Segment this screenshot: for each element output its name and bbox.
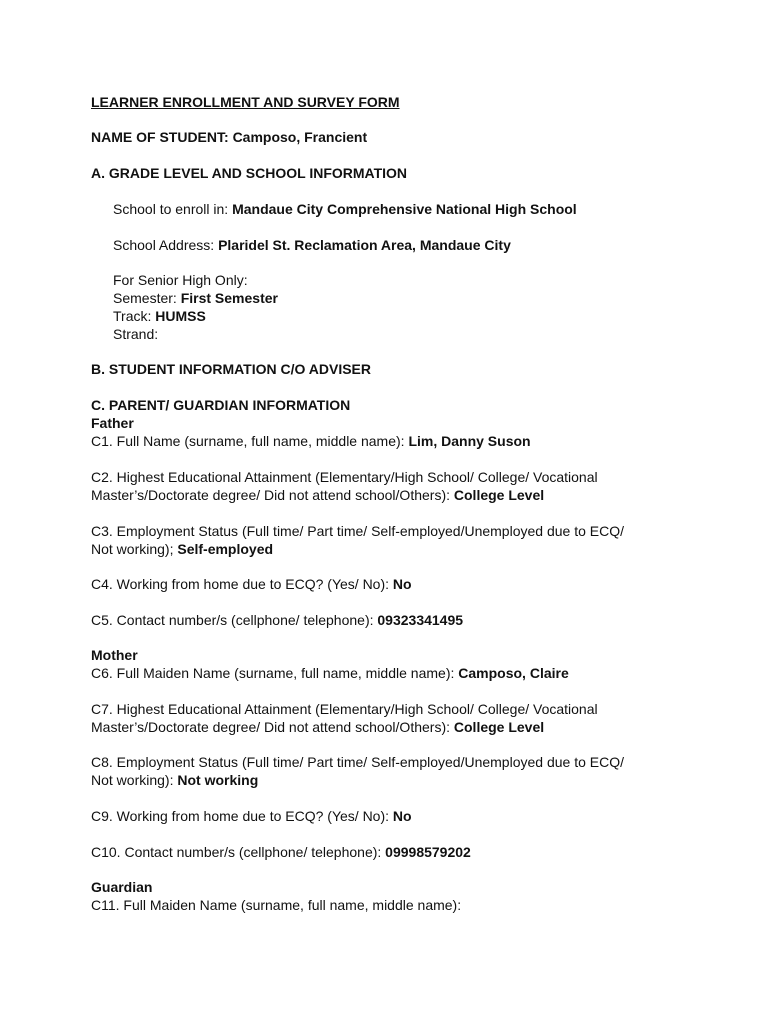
student-name-label: NAME OF STUDENT: [91, 129, 233, 145]
student-name-value: Camposo, Francient [232, 129, 368, 145]
track-value: HUMSS [155, 308, 206, 324]
c10-label: C10. Contact number/s (cellphone/ telephone): [91, 844, 386, 860]
c5-label: C5. Contact number/s (cellphone/ telephone): [91, 612, 378, 628]
c2-label: Master’s/Doctorate degree/ Did not attend school/Others): [91, 487, 454, 503]
c4-row [91, 575, 412, 593]
c1-row [91, 432, 531, 450]
c8-line2 [91, 771, 258, 789]
c8-label: Not working): [91, 772, 178, 788]
c8-line1: C8. Employment Status (Full time/ Part time/ Self-employed/Unemployed due to ECQ/ [91, 754, 624, 770]
c7-line1: C7. Highest Educational Attainment (Elementary/High School/ College/ Vocational [91, 701, 598, 717]
c7-value: College Level [453, 719, 545, 735]
c3-line2 [91, 540, 273, 558]
c1-label: C1. Full Name (surname, full name, middle name): [91, 433, 409, 449]
c10-value: 09998579202 [385, 844, 471, 860]
section-b-heading: B. STUDENT INFORMATION C/O ADVISER [91, 361, 371, 377]
address-value: Plaridel St. Reclamation Area, Mandaue City [218, 237, 511, 253]
c6-label: C6. Full Maiden Name (surname, full name, middle name): [91, 665, 459, 681]
track-row [113, 307, 206, 325]
address-label: School Address: [113, 237, 219, 253]
semester-label: Semester: [113, 290, 181, 306]
father-label: Father [91, 415, 134, 431]
c3-value: Self-employed [177, 541, 274, 557]
school-value: Mandaue City Comprehensive National High School [232, 201, 577, 217]
school-label: School to enroll in: [113, 201, 233, 217]
c9-value: No [392, 808, 412, 824]
c3-line1: C3. Employment Status (Full time/ Part time/ Self-employed/Unemployed due to ECQ/ [91, 523, 624, 539]
c5-row [91, 611, 463, 629]
student-name-row [91, 128, 367, 146]
section-a-heading: A. GRADE LEVEL AND SCHOOL INFORMATION [91, 165, 408, 181]
guardian-label: Guardian [91, 879, 153, 895]
c2-line2 [91, 486, 544, 504]
form-title: LEARNER ENROLLMENT AND SURVEY FORM [91, 94, 400, 110]
c8-value: Not working [177, 772, 259, 788]
semester-row [113, 289, 278, 307]
c3-label: Not working); [91, 541, 178, 557]
strand-row [113, 325, 158, 343]
c11-row [91, 896, 461, 914]
c11-label: C11. Full Maiden Name (surname, full name, middle name): [91, 897, 462, 913]
c9-label: C9. Working from home due to ECQ? (Yes/ No): [91, 808, 393, 824]
c7-line2 [91, 718, 544, 736]
track-label: Track: [113, 308, 156, 324]
semester-value: First Semester [180, 290, 278, 306]
c2-line1: C2. Highest Educational Attainment (Elementary/High School/ College/ Vocational [91, 469, 598, 485]
strand-label: Strand: [113, 326, 159, 342]
c4-value: No [392, 576, 412, 592]
address-row [113, 236, 511, 254]
c6-value: Camposo, Claire [458, 665, 569, 681]
c9-row [91, 807, 412, 825]
c10-row [91, 843, 471, 861]
mother-label: Mother [91, 647, 138, 663]
school-row [113, 200, 577, 218]
c7-label: Master’s/Doctorate degree/ Did not attend school/Others): [91, 719, 454, 735]
c2-value: College Level [453, 487, 545, 503]
c5-value: 09323341495 [377, 612, 464, 628]
shs-note: For Senior High Only: [113, 272, 248, 288]
c1-value: Lim, Danny Suson [408, 433, 531, 449]
c6-row [91, 664, 569, 682]
c4-label: C4. Working from home due to ECQ? (Yes/ No): [91, 576, 393, 592]
section-c-heading: C. PARENT/ GUARDIAN INFORMATION [91, 397, 351, 413]
